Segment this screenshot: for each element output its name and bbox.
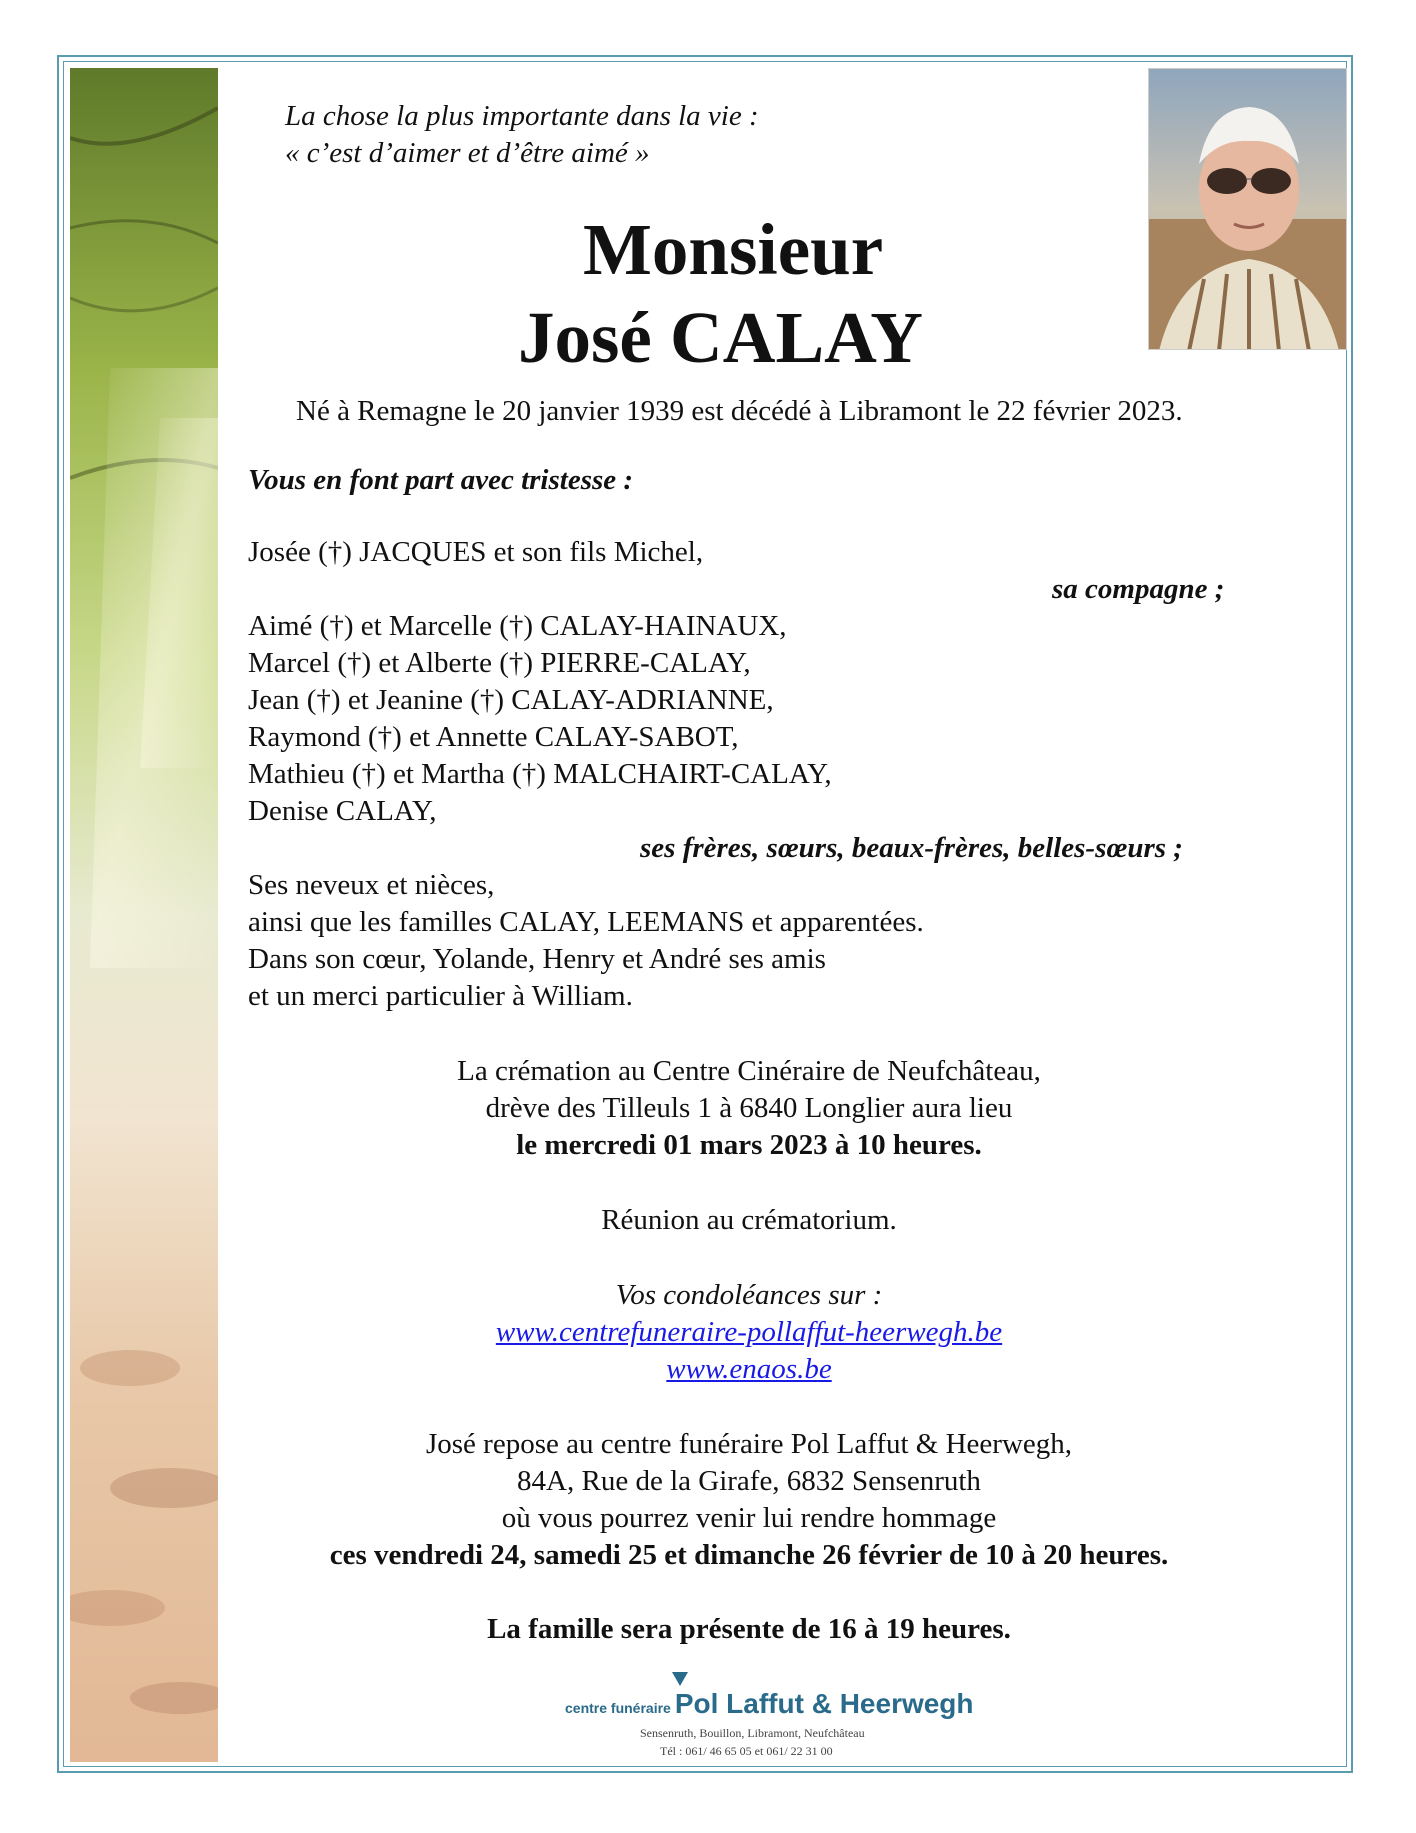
logo-big-text: Pol Laffut & Heerwegh [674,1688,974,1719]
sibling-line: Mathieu (†) et Martha (†) MALCHAIRT-CALAY, [248,758,832,790]
forest-path-image [70,68,218,1762]
name-title: Monsieur [583,209,884,290]
sibling-line: Marcel (†) et Alberte (†) PIERRE-CALAY, [248,647,751,679]
siblings-role: ses frères, sœurs, beaux-frères, belles-sœurs ; [640,832,1183,864]
sibling-line: Denise CALAY, [248,795,437,827]
repose-line-3: où vous pourrez venir lui rendre hommage [501,1502,997,1534]
other-family-line: et un merci particulier à William. [248,980,633,1012]
repose-line-2: 84A, Rue de la Girafe, 6832 Sensenruth [517,1465,981,1497]
other-family-line: Ses neveux et nièces, [248,869,495,901]
sibling-line: Aimé (†) et Marcelle (†) CALAY-HAINAUX, [248,610,787,642]
portrait-photo [1148,68,1347,350]
condolences-heading: Vos condoléances sur : [615,1279,883,1311]
sibling-line: Raymond (†) et Annette CALAY-SABOT, [248,721,739,753]
other-family-line: Dans son cœur, Yolande, Henry et André ses amis [248,943,826,975]
logo-triangle-icon [672,1672,688,1686]
cremation-line-2: drève des Tilleuls 1 à 6840 Longlier aura lieu [485,1092,1013,1124]
other-family-line: ainsi que les familles CALAY, LEEMANS et apparentées. [248,906,924,938]
cremation-line-1: La crémation au Centre Cinéraire de Neufchâteau, [457,1055,1041,1087]
birth-death-line: Né à Remagne le 20 janvier 1939 est décédé à Libramont le 22 février 2023. [296,395,1183,427]
quote-line-1: La chose la plus importante dans la vie : [285,100,759,132]
deceased-name: José CALAY [518,297,923,378]
family-present-line: La famille sera présente de 16 à 19 heures. [487,1613,1011,1645]
logo-phone: Tél : 061/ 46 65 05 et 061/ 22 31 00 [660,1744,833,1758]
condolences-link-2[interactable]: www.enaos.be [666,1353,832,1385]
condolences-link-1[interactable]: www.centrefuneraire-pollaffut-heerwegh.be [495,1316,1003,1348]
logo-small-text: centre funéraire [565,1700,671,1716]
condolences-link-2-row [249,1351,1249,1388]
cremation-date: le mercredi 01 mars 2023 à 10 heures. [516,1129,982,1161]
repose-line-1: José repose au centre funéraire Pol Laffut & Heerwegh, [425,1428,1073,1460]
repose-dates: ces vendredi 24, samedi 25 et dimanche 26 février de 10 à 20 heures. [329,1539,1169,1571]
logo-locations: Sensenruth, Bouillon, Libramont, Neufchâteau [640,1726,865,1740]
quote-line-2: « c’est d’aimer et d’être aimé » [285,137,650,169]
companion-role: sa compagne ; [1052,573,1225,605]
funeral-home-logo [560,1672,980,1758]
announce-heading: Vous en font part avec tristesse : [248,464,634,496]
companion-line: Josée (†) JACQUES et son fils Michel, [248,536,704,568]
reunion-line: Réunion au crématorium. [601,1204,897,1236]
sibling-line: Jean (†) et Jeanine (†) CALAY-ADRIANNE, [248,684,774,716]
condolences-link-1-row [249,1314,1249,1351]
